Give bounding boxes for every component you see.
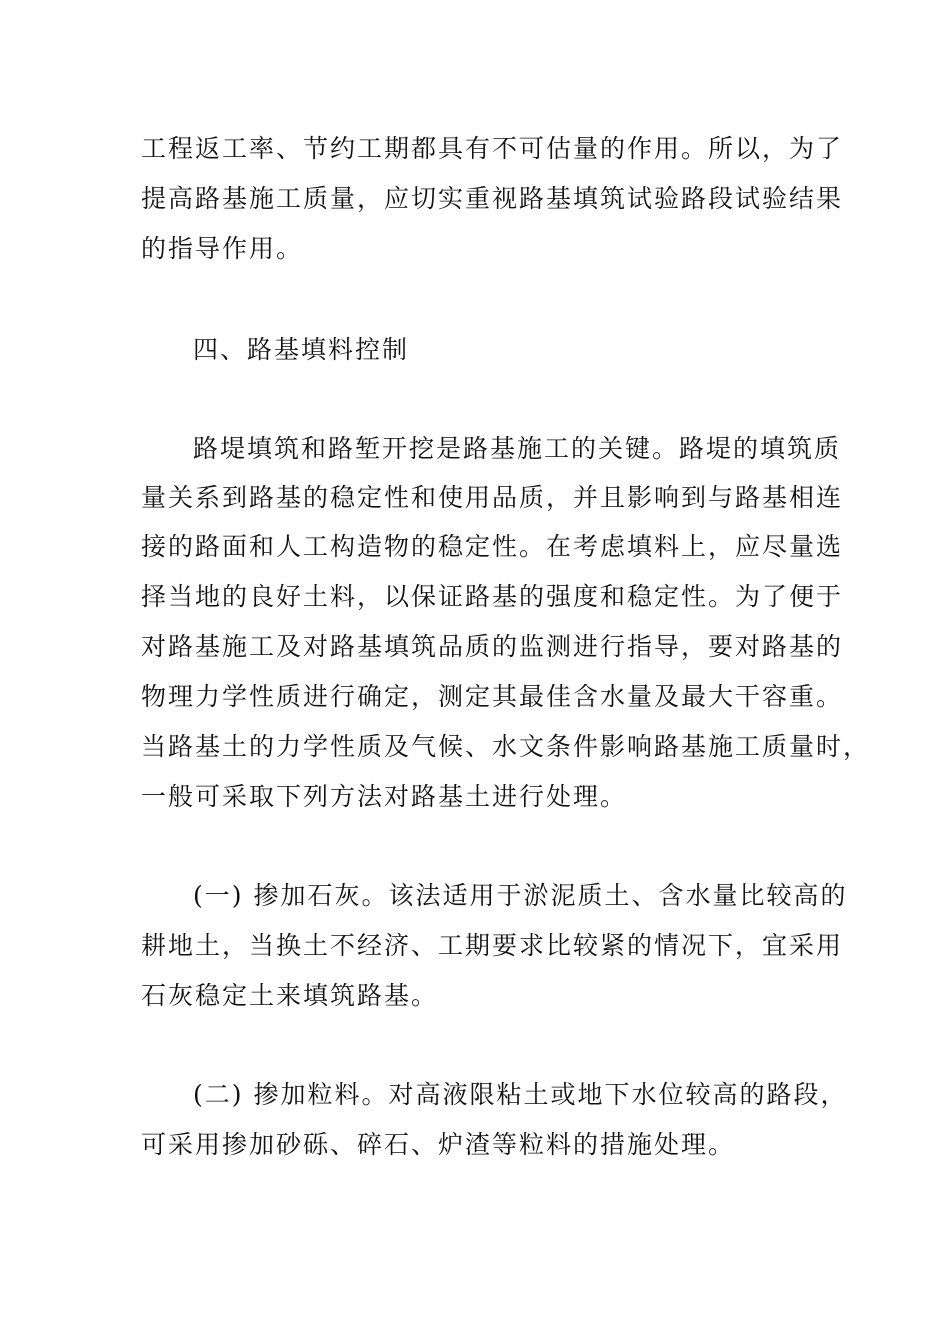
paragraph-3-line-2: 耕地土，当换土不经济、工期要求比较紧的情况下，宜采用 bbox=[141, 931, 844, 960]
paragraph-2-line-7: 当路基土的力学性质及气候、水文条件影响路基施工质量时， bbox=[141, 732, 871, 761]
section-heading: 四、路基填料控制 bbox=[193, 335, 410, 364]
paragraph-2-line-2: 量关系到路基的稳定性和使用品质，并且影响到与路基相连 bbox=[141, 483, 844, 512]
paragraph-2-line-3: 接的路面和人工构造物的稳定性。在考虑填料上，应尽量选 bbox=[141, 532, 844, 561]
paragraph-1-line-2: 提高路基施工质量，应切实重视路基填筑试验路段试验结果 bbox=[141, 184, 844, 213]
paragraph-1-line-1: 工程返工率、节约工期都具有不可估量的作用。所以，为了 bbox=[141, 134, 844, 163]
paragraph-2-line-4: 择当地的良好土料，以保证路基的强度和稳定性。为了便于 bbox=[141, 582, 844, 611]
paragraph-4-line-2: 可采用掺加砂砾、碎石、炉渣等粒料的措施处理。 bbox=[141, 1130, 736, 1159]
paragraph-2-line-8: 一般可采取下列方法对路基土进行处理。 bbox=[141, 782, 628, 811]
paragraph-3-line-1: (一) 掺加石灰。该法适用于淤泥质土、含水量比较高的 bbox=[193, 881, 848, 910]
paragraph-3-line-3: 石灰稳定土来填筑路基。 bbox=[141, 981, 439, 1010]
paragraph-1-line-3: 的指导作用。 bbox=[141, 234, 304, 263]
paragraph-2-line-1: 路堤填筑和路堑开挖是路基施工的关键。路堤的填筑质 bbox=[193, 434, 842, 463]
paragraph-4-line-1: (二) 掺加粒料。对高液限粘土或地下水位较高的路段， bbox=[193, 1080, 848, 1109]
paragraph-2-line-5: 对路基施工及对路基填筑品质的监测进行指导，要对路基的 bbox=[141, 632, 844, 661]
paragraph-2-line-6: 物理力学性质进行确定，测定其最佳含水量及最大干容重。 bbox=[141, 682, 844, 711]
